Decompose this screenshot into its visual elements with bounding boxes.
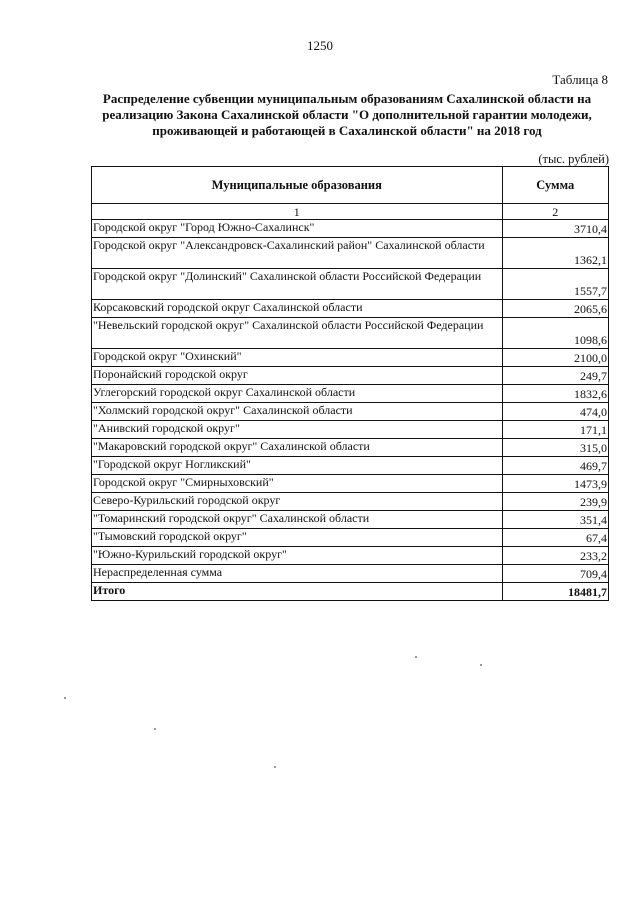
table-row [92, 439, 609, 457]
sum-value: 1832,6 [502, 385, 609, 403]
municipality-name: Северо-Курильский городской округ [92, 493, 503, 511]
sum-value: 1557,7 [502, 269, 609, 300]
table-row [92, 493, 609, 511]
sum-value: 469,7 [502, 457, 609, 475]
sum-value: 1473,9 [502, 475, 609, 493]
municipality-name: "Макаровский городской округ" Сахалинской области [92, 439, 503, 457]
sum-value: 2065,6 [502, 300, 609, 318]
table-row [92, 511, 609, 529]
table-row [92, 457, 609, 475]
total-label: Итого [92, 583, 503, 601]
total-row [92, 583, 609, 601]
municipality-name: Углегорский городской округ Сахалинской области [92, 385, 503, 403]
column-number-row [92, 204, 609, 220]
municipality-name: Городской округ "Охинский" [92, 349, 503, 367]
table-label: Таблица 8 [552, 72, 608, 87]
sum-value: 3710,4 [502, 220, 609, 238]
table-row [92, 220, 609, 238]
sum-value: 351,4 [502, 511, 609, 529]
subvention-table [91, 166, 609, 601]
table-row [92, 269, 609, 300]
sum-value: 67,4 [502, 529, 609, 547]
municipality-name: "Томаринский городской округ" Сахалинской области [92, 511, 503, 529]
municipality-name: "Холмский городской округ" Сахалинской области [92, 403, 503, 421]
column-number-1: 1 [92, 204, 503, 220]
table-row [92, 529, 609, 547]
municipality-name: Городской округ "Смирныховский" [92, 475, 503, 493]
header-sum: Сумма [502, 167, 609, 204]
sum-value: 249,7 [502, 367, 609, 385]
municipality-name: Городской округ "Александровск-Сахалинский район" Сахалинской области [92, 238, 503, 269]
scan-speck [64, 697, 66, 699]
table-row [92, 475, 609, 493]
sum-value: 474,0 [502, 403, 609, 421]
municipality-name: "Тымовский городской округ" [92, 529, 503, 547]
table-row [92, 403, 609, 421]
sum-value: 315,0 [502, 439, 609, 457]
sum-value: 1098,6 [502, 318, 609, 349]
municipality-name: "Анивский городской округ" [92, 421, 503, 439]
scan-speck [480, 664, 482, 666]
sum-value: 239,9 [502, 493, 609, 511]
table-header-row [92, 167, 609, 204]
table-row [92, 238, 609, 269]
table-row [92, 367, 609, 385]
scan-speck [154, 728, 156, 730]
municipality-name: "Южно-Курильский городской округ" [92, 547, 503, 565]
sum-value: 2100,0 [502, 349, 609, 367]
scan-speck [415, 656, 417, 658]
municipality-name: Городской округ "Город Южно-Сахалинск" [92, 220, 503, 238]
municipality-name: Городской округ "Долинский" Сахалинской области Российской Федерации [92, 269, 503, 300]
column-number-2: 2 [502, 204, 609, 220]
table-row [92, 547, 609, 565]
municipality-name: Корсаковский городской округ Сахалинской области [92, 300, 503, 318]
table-row [92, 421, 609, 439]
table-row [92, 300, 609, 318]
municipality-name: Нераспределенная сумма [92, 565, 503, 583]
municipality-name: "Городской округ Ногликский" [92, 457, 503, 475]
table-row [92, 318, 609, 349]
table-row [92, 565, 609, 583]
header-municipality: Муниципальные образования [92, 167, 503, 204]
table-row [92, 349, 609, 367]
document-title: Распределение субвенции муниципальным образованиям Сахалинской области на реализацию Закона Сахалинской области "О дополнительной гарантии молодежи, проживающей и работающей в Сахалинской области" на 2018 год [102, 91, 592, 138]
units-label: (тыс. рублей) [538, 152, 609, 166]
sum-value: 233,2 [502, 547, 609, 565]
table-row [92, 385, 609, 403]
scan-speck [274, 766, 276, 768]
municipality-name: Поронайский городской округ [92, 367, 503, 385]
total-value: 18481,7 [502, 583, 609, 601]
page-number: 1250 [307, 38, 333, 53]
sum-value: 1362,1 [502, 238, 609, 269]
sum-value: 709,4 [502, 565, 609, 583]
sum-value: 171,1 [502, 421, 609, 439]
municipality-name: "Невельский городской округ" Сахалинской области Российской Федерации [92, 318, 503, 349]
